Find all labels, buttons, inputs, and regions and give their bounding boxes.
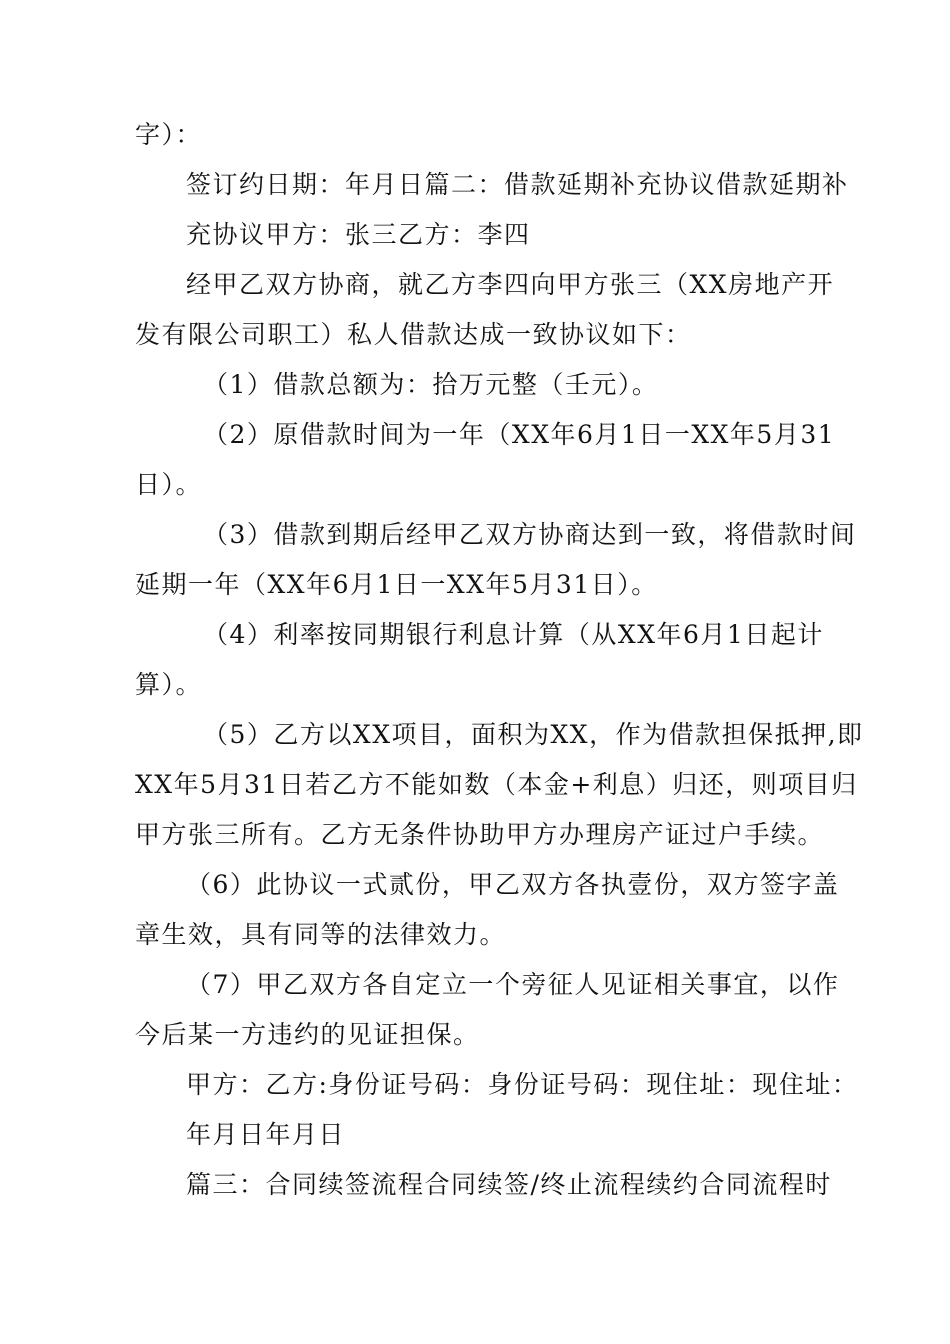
text-line: 章生效，具有同等的法律效力。 [135,920,507,949]
text-line: （6）此协议一式贰份，甲乙双方各执壹份，双方签字盖 [186,870,840,899]
text-line: （1）借款总额为：拾万元整（壬元）。 [203,370,659,399]
text-line: （5）乙方以XX项目，面积为XX，作为借款担保抵押,即 [203,720,864,749]
text-line: 签订约日期：年月日篇二：借款延期补充协议借款延期补 [186,170,849,199]
text-line: 经甲乙双方协商，就乙方李四向甲方张三（XX房地产开 [186,270,835,299]
text-line: XX年5月31日若乙方不能如数（本金+利息）归还，则项目归 [135,770,858,799]
text-line: 甲方：乙方:身份证号码：身份证号码：现住址：现住址： [186,1070,859,1099]
text-line: 发有限公司职工）私人借款达成一致协议如下： [135,320,692,349]
text-line: 今后某一方违约的见证担保。 [135,1020,480,1049]
text-line: 篇三：合同续签流程合同续签/终止流程续约合同流程时 [186,1170,832,1199]
text-line: 延期一年（XX年6月1日一XX年5月31日）。 [135,570,658,599]
text-line: 字）： [135,120,203,149]
text-line: 甲方张三所有。乙方无条件协助甲方办理房产证过户手续。 [135,820,825,849]
text-line: （2）原借款时间为一年（XX年6月1日一XX年5月31 [203,420,836,449]
text-line: 日）。 [135,470,203,499]
text-line: 充协议甲方：张三乙方：李四 [186,220,531,249]
text-line: （7）甲乙双方各自定立一个旁征人见证相关事宜，以作 [186,970,840,999]
text-line: 算）。 [135,670,203,699]
text-line: （4）利率按同期银行利息计算（从XX年6月1日起计 [203,620,824,649]
text-line: 年月日年月日 [186,1120,346,1149]
text-line: （3）借款到期后经甲乙双方协商达到一致，将借款时间 [203,520,857,549]
